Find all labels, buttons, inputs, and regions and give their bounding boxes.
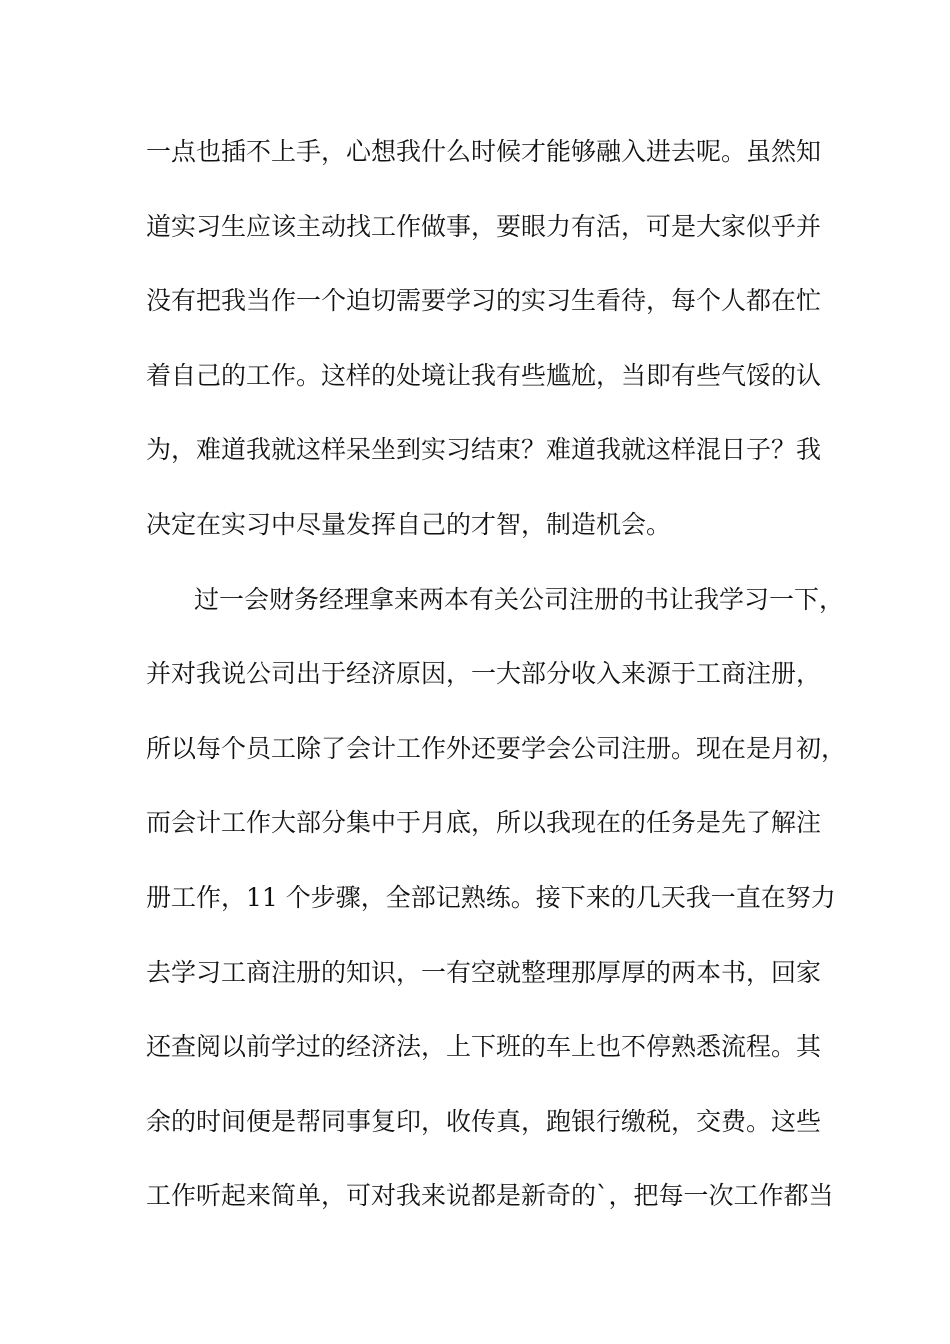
text-line: 没有把我当作一个迫切需要学习的实习生看待，每个人都在忙 xyxy=(146,286,822,316)
text-line: 工作听起来简单，可对我来说都是新奇的`，把每一次工作都当 xyxy=(146,1181,834,1211)
text-line: 为，难道我就这样呆坐到实习结束？难道我就这样混日子？我 xyxy=(146,435,822,465)
text-line: 着自己的工作。这样的处境让我有些尴尬，当即有些气馁的认 xyxy=(146,360,822,390)
text-line: 所以每个员工除了会计工作外还要学会公司注册。现在是月初， xyxy=(146,733,847,763)
text-line: 决定在实习中尽量发挥自己的才智，制造机会。 xyxy=(146,509,672,539)
text-line: 并对我说公司出于经济原因，一大部分收入来源于工商注册， xyxy=(146,659,822,689)
text-line: 余的时间便是帮同事复印，收传真，跑银行缴税，交费。这些 xyxy=(146,1106,822,1136)
text-line: 道实习生应该主动找工作做事，要眼力有活，可是大家似乎并 xyxy=(146,211,822,241)
text-line: 而会计工作大部分集中于月底，所以我现在的任务是先了解注 xyxy=(146,808,822,838)
body-text xyxy=(146,132,847,1251)
paragraph-start-line: 过一会财务经理拿来两本有关公司注册的书让我学习一下， xyxy=(194,584,845,614)
text-line: 去学习工商注册的知识，一有空就整理那厚厚的两本书，回家 xyxy=(146,957,822,987)
text-line: 一点也插不上手，心想我什么时候才能够融入进去呢。虽然知 xyxy=(146,137,822,166)
text-line: 册工作，11 个步骤，全部记熟练。接下来的几天我一直在努力 xyxy=(146,882,836,912)
text-line: 还查阅以前学过的经济法，上下班的车上也不停熟悉流程。其 xyxy=(146,1032,822,1062)
